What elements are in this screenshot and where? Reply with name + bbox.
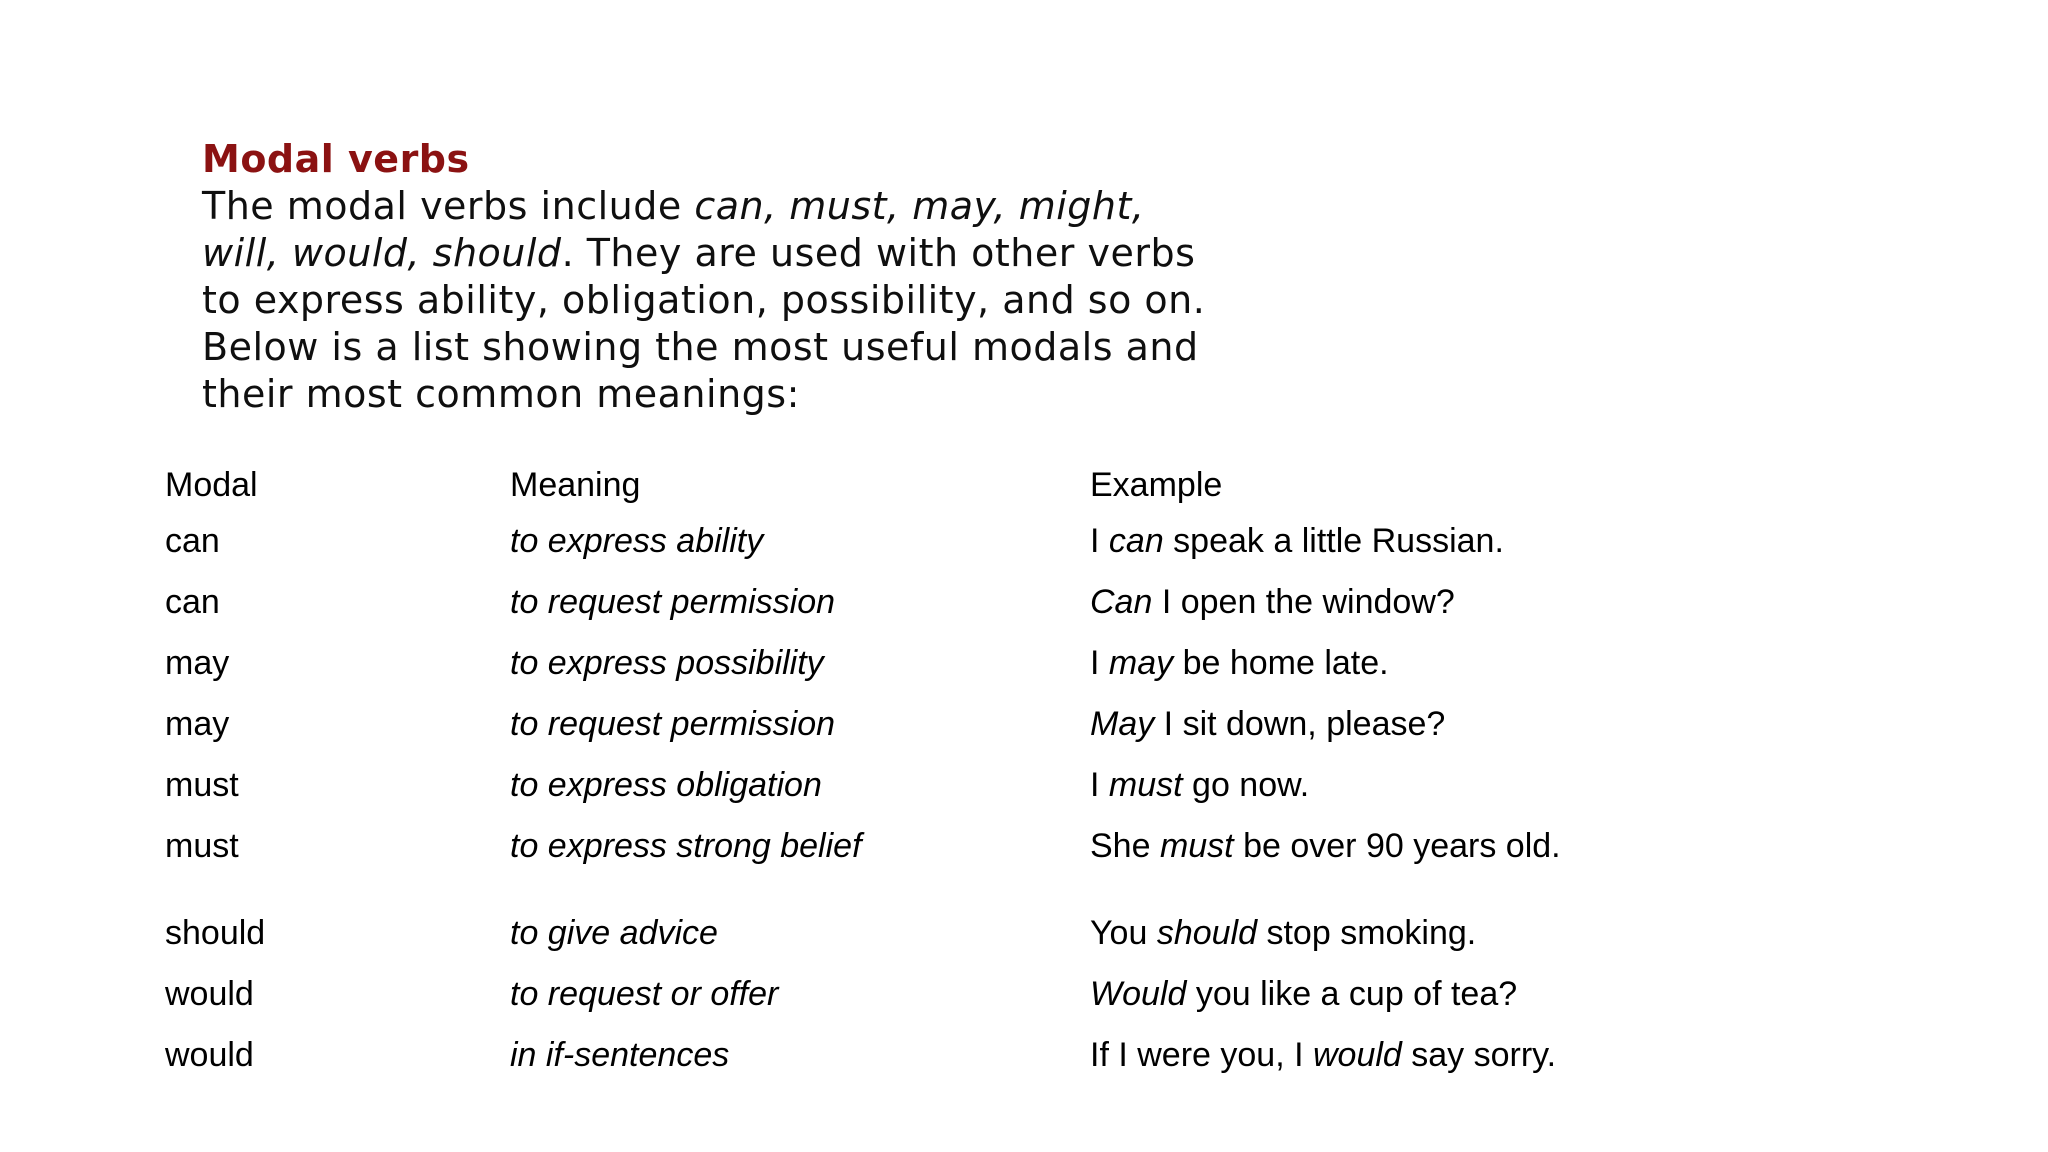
example-text-run: I sit down, please? bbox=[1154, 705, 1446, 743]
example-text-run: say sorry. bbox=[1401, 1036, 1557, 1074]
cell-meaning: to give advice bbox=[510, 914, 718, 952]
example-text-run: I bbox=[1090, 522, 1109, 560]
cell-modal: would bbox=[165, 975, 254, 1013]
intro-text-run: will, would, should bbox=[202, 231, 562, 275]
cell-example bbox=[1090, 762, 1309, 808]
slide-title: Modal verbs bbox=[202, 137, 470, 181]
example-text-run: be over 90 years old. bbox=[1233, 827, 1561, 865]
example-text-run: speak a little Russian. bbox=[1163, 522, 1504, 560]
cell-modal: should bbox=[165, 914, 266, 952]
cell-example bbox=[1090, 971, 1517, 1017]
table-header-row bbox=[165, 462, 1615, 508]
cell-example bbox=[1090, 579, 1455, 625]
intro-text-run: . They are used with other verbs bbox=[561, 231, 1196, 275]
cell-meaning: in if-sentences bbox=[510, 1036, 730, 1074]
intro-text-run: can, must, may, might, bbox=[694, 184, 1145, 228]
cell-example bbox=[1090, 518, 1504, 564]
example-text-run: I bbox=[1090, 766, 1109, 804]
example-text-run: Can bbox=[1090, 583, 1153, 621]
header-example: Example bbox=[1090, 466, 1223, 504]
cell-modal: may bbox=[165, 705, 230, 743]
cell-meaning: to request permission bbox=[510, 705, 836, 743]
cell-example bbox=[1090, 640, 1389, 686]
table-row bbox=[165, 910, 1615, 956]
example-text-run: I bbox=[1090, 644, 1109, 682]
example-text-run: May bbox=[1090, 705, 1155, 743]
table-row bbox=[165, 518, 1615, 564]
intro-text-run: to express ability, obligation, possibility, and so on. bbox=[202, 278, 1206, 322]
table-row bbox=[165, 971, 1615, 1017]
cell-meaning: to request or offer bbox=[510, 975, 779, 1013]
example-text-run: should bbox=[1156, 914, 1258, 952]
example-text-run: must bbox=[1108, 766, 1183, 804]
intro-text-run: The modal verbs include bbox=[202, 184, 695, 228]
cell-example bbox=[1090, 910, 1476, 956]
cell-modal: must bbox=[165, 766, 239, 804]
example-text-run: you like a cup of tea? bbox=[1186, 975, 1518, 1013]
cell-meaning: to express possibility bbox=[510, 644, 824, 682]
example-text-run: can bbox=[1108, 522, 1164, 560]
intro-text-run: their most common meanings: bbox=[202, 372, 800, 416]
cell-meaning: to express obligation bbox=[510, 766, 822, 804]
header-modal: Modal bbox=[165, 466, 258, 504]
table-row bbox=[165, 701, 1615, 747]
example-text-run: stop smoking. bbox=[1257, 914, 1477, 952]
cell-modal: would bbox=[165, 1036, 254, 1074]
example-text-run: be home late. bbox=[1173, 644, 1389, 682]
table-row bbox=[165, 640, 1615, 686]
cell-meaning: to express ability bbox=[510, 522, 764, 560]
intro-paragraph bbox=[202, 183, 1242, 418]
example-text-run: You bbox=[1090, 914, 1157, 952]
intro-text-run: Below is a list showing the most useful modals and bbox=[202, 325, 1199, 369]
cell-modal: must bbox=[165, 827, 239, 865]
example-text-run: If I were you, I bbox=[1090, 1036, 1313, 1074]
example-text-run: go now. bbox=[1182, 766, 1310, 804]
cell-example bbox=[1090, 701, 1445, 747]
example-text-run: She bbox=[1090, 827, 1160, 865]
header-meaning: Meaning bbox=[510, 466, 641, 504]
cell-modal: may bbox=[165, 644, 230, 682]
cell-modal: can bbox=[165, 583, 220, 621]
example-text-run: Would bbox=[1090, 975, 1187, 1013]
table-row bbox=[165, 762, 1615, 808]
example-text-run: may bbox=[1108, 644, 1174, 682]
example-text-run: would bbox=[1312, 1036, 1402, 1074]
table-row bbox=[165, 823, 1615, 869]
example-text-run: must bbox=[1159, 827, 1234, 865]
cell-meaning: to request permission bbox=[510, 583, 836, 621]
example-text-run: I open the window? bbox=[1152, 583, 1455, 621]
cell-example bbox=[1090, 1032, 1556, 1078]
cell-modal: can bbox=[165, 522, 220, 560]
cell-example bbox=[1090, 823, 1561, 869]
intro-block bbox=[202, 136, 1242, 418]
cell-meaning: to express strong belief bbox=[510, 827, 862, 865]
table-row bbox=[165, 579, 1615, 625]
table-row bbox=[165, 1032, 1615, 1078]
